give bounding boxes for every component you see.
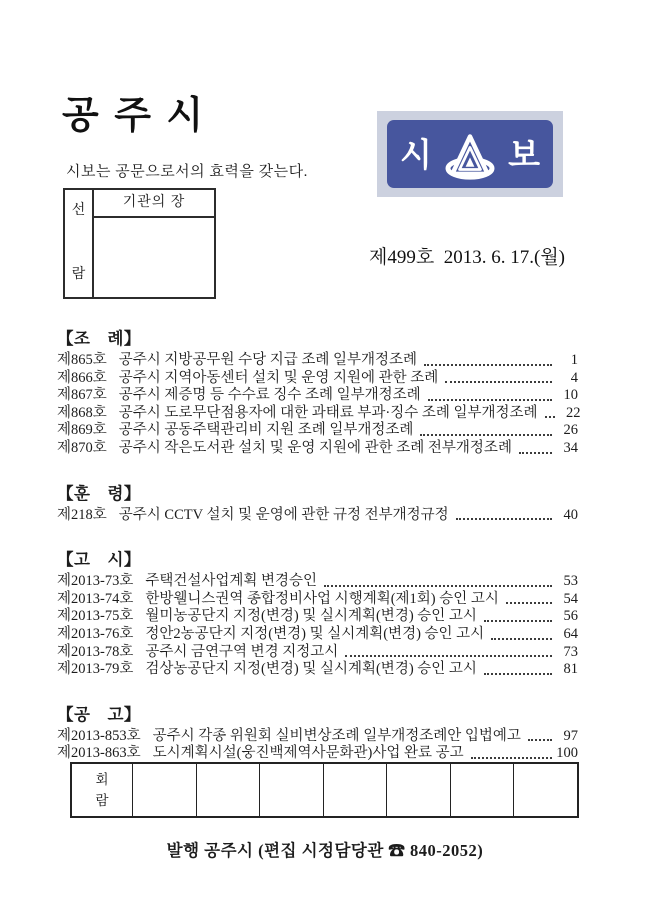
dot-leader [545, 416, 555, 418]
dot-leader [324, 585, 552, 587]
signature-space [94, 218, 214, 297]
toc-item-title: 공주시 CCTV 설치 및 운영에 관한 규정 전부개정규정 [118, 506, 449, 523]
table-of-contents [57, 325, 581, 763]
toc-section-header: 【공 고】 [57, 704, 141, 724]
toc-item-number: 제2013-863호 [57, 745, 141, 762]
circulation-label-bottom: 람 [95, 793, 109, 808]
dot-leader [424, 364, 552, 366]
toc-item-title: 주택건설사업계획 변경승인 [145, 573, 318, 590]
toc-section [57, 480, 578, 525]
toc-item [57, 507, 578, 525]
toc-item [57, 728, 578, 746]
toc-section-header: 【조 례】 [57, 329, 141, 348]
circulation-stamp-table [70, 762, 579, 818]
toc-item-title: 월미농공단지 지정(변경) 및 실시계획(변경) 승인 고시 [145, 608, 477, 625]
toc-item [57, 370, 578, 388]
toc-item-number: 제2013-853호 [57, 727, 141, 744]
toc-section [57, 701, 578, 763]
toc-item-page: 54 [563, 590, 578, 607]
circulation-empty-cell [387, 764, 451, 816]
review-side-label [65, 190, 94, 297]
toc-item-title: 공주시 공동주택관리비 지원 조례 일부개정조례 [118, 422, 414, 439]
toc-item [57, 591, 578, 609]
dot-leader [528, 739, 552, 741]
toc-item [57, 440, 578, 458]
toc-item-page: 4 [570, 369, 578, 386]
gazette-effect-statement: 시보는 공문으로서의 효력을 갖는다. [66, 164, 308, 180]
toc-item [57, 387, 578, 405]
toc-item [57, 352, 578, 370]
toc-item [57, 422, 578, 440]
toc-section-header: 【훈 령】 [57, 483, 141, 503]
logo-char-bo: 보 [508, 135, 540, 173]
circulation-empty-cell [133, 764, 197, 816]
toc-section-header: 【고 시】 [57, 550, 141, 570]
review-signature-box [63, 188, 216, 299]
circulation-empty-cell [197, 764, 261, 816]
agency-head-label: 기관의 장 [94, 190, 214, 218]
toc-item-title: 한방웰니스권역 종합정비사업 시행계획(제1회) 승인 고시 [145, 590, 499, 607]
dot-leader [471, 757, 552, 759]
dot-leader [420, 434, 552, 436]
toc-item-page: 97 [563, 727, 578, 744]
toc-item-number: 제2013-73호 [57, 573, 134, 590]
toc-item-page: 73 [563, 643, 578, 660]
toc-section [57, 325, 581, 458]
circulation-empty-cell [324, 764, 388, 816]
toc-item [57, 404, 581, 423]
toc-item-title: 공주시 각종 위원회 실비변상조례 일부개정조례안 입법예고 [152, 727, 521, 744]
circulation-empty-cell [451, 764, 515, 816]
toc-item-page: 81 [563, 661, 578, 678]
toc-item-page: 64 [563, 625, 578, 642]
publisher-footer: 발행 공주시 (편집 시정담당관 ☎ 840-2052) [166, 841, 484, 860]
circulation-empty-cell [514, 764, 577, 816]
review-label-bottom: 람 [71, 267, 86, 282]
toc-item-number: 제2013-74호 [57, 590, 134, 607]
toc-item-page: 53 [563, 573, 578, 590]
toc-item-number: 제865호 [57, 352, 107, 368]
toc-item-title: 도시계획시설(웅진백제역사문화관)사업 완료 공고 [152, 745, 464, 762]
city-emblem-icon [437, 134, 503, 184]
toc-item-page: 10 [563, 387, 578, 404]
toc-item-title: 정안2농공단지 지정(변경) 및 실시계획(변경) 승인 고시 [145, 625, 485, 642]
toc-item-title: 공주시 도로무단점용자에 대한 과태료 부과·징수 조례 일부개정조례 [118, 404, 538, 421]
toc-item-title: 공주시 지방공무원 수당 지급 조례 일부개정조례 [118, 352, 418, 368]
circulation-empty-cell [260, 764, 324, 816]
toc-item-page: 22 [566, 404, 581, 421]
toc-item-number: 제868호 [57, 404, 107, 421]
dot-leader [445, 381, 552, 383]
toc-item-page: 56 [563, 608, 578, 625]
toc-item-page: 26 [563, 422, 578, 439]
toc-item-page: 40 [563, 506, 578, 523]
toc-item-number: 제218호 [57, 506, 107, 523]
circulation-label [72, 764, 133, 816]
toc-item [57, 608, 578, 626]
toc-item-number: 제870호 [57, 439, 107, 456]
toc-item-page: 100 [556, 745, 578, 762]
dot-leader [484, 673, 552, 675]
toc-item [57, 644, 578, 662]
toc-item-number: 제867호 [57, 387, 107, 404]
dot-leader [484, 620, 552, 622]
toc-item-title: 공주시 작은도서관 설치 및 운영 지원에 관한 조례 전부개정조례 [118, 439, 512, 456]
toc-item-title: 공주시 지역아동센터 설치 및 운영 지원에 관한 조례 [118, 369, 439, 386]
review-main-column [94, 190, 214, 297]
logo-char-si: 시 [400, 135, 432, 173]
toc-item-number: 제2013-76호 [57, 625, 134, 642]
dot-leader [345, 655, 552, 657]
toc-item-title: 공주시 제증명 등 수수료 징수 조례 일부개정조례 [118, 387, 421, 404]
gazette-logo [387, 120, 553, 188]
toc-item-title: 검상농공단지 지정(변경) 및 실시계획(변경) 승인 고시 [145, 661, 477, 678]
toc-item [57, 661, 578, 679]
toc-item-title: 공주시 금연구역 변경 지정고시 [145, 643, 339, 660]
circulation-label-top: 회 [95, 772, 109, 787]
toc-item-number: 제869호 [57, 422, 107, 439]
toc-item [57, 573, 578, 591]
toc-item-number: 제2013-78호 [57, 643, 134, 660]
review-label-top: 선 [71, 203, 86, 218]
toc-item [57, 626, 578, 644]
toc-item-number: 제2013-75호 [57, 608, 134, 625]
gazette-logo-frame [377, 111, 563, 197]
dot-leader [456, 518, 552, 520]
dot-leader [506, 602, 552, 604]
toc-section [57, 546, 578, 679]
toc-item-page: 1 [570, 352, 578, 368]
toc-item-page: 34 [563, 439, 578, 456]
toc-item [57, 745, 578, 763]
toc-item-number: 제2013-79호 [57, 661, 134, 678]
toc-item-number: 제866호 [57, 369, 107, 386]
city-title: 공 주 시 [62, 95, 207, 137]
dot-leader [428, 399, 552, 401]
dot-leader [519, 452, 552, 454]
dot-leader [491, 638, 552, 640]
issue-number-and-date: 제499호 2013. 6. 17.(월) [369, 247, 565, 268]
